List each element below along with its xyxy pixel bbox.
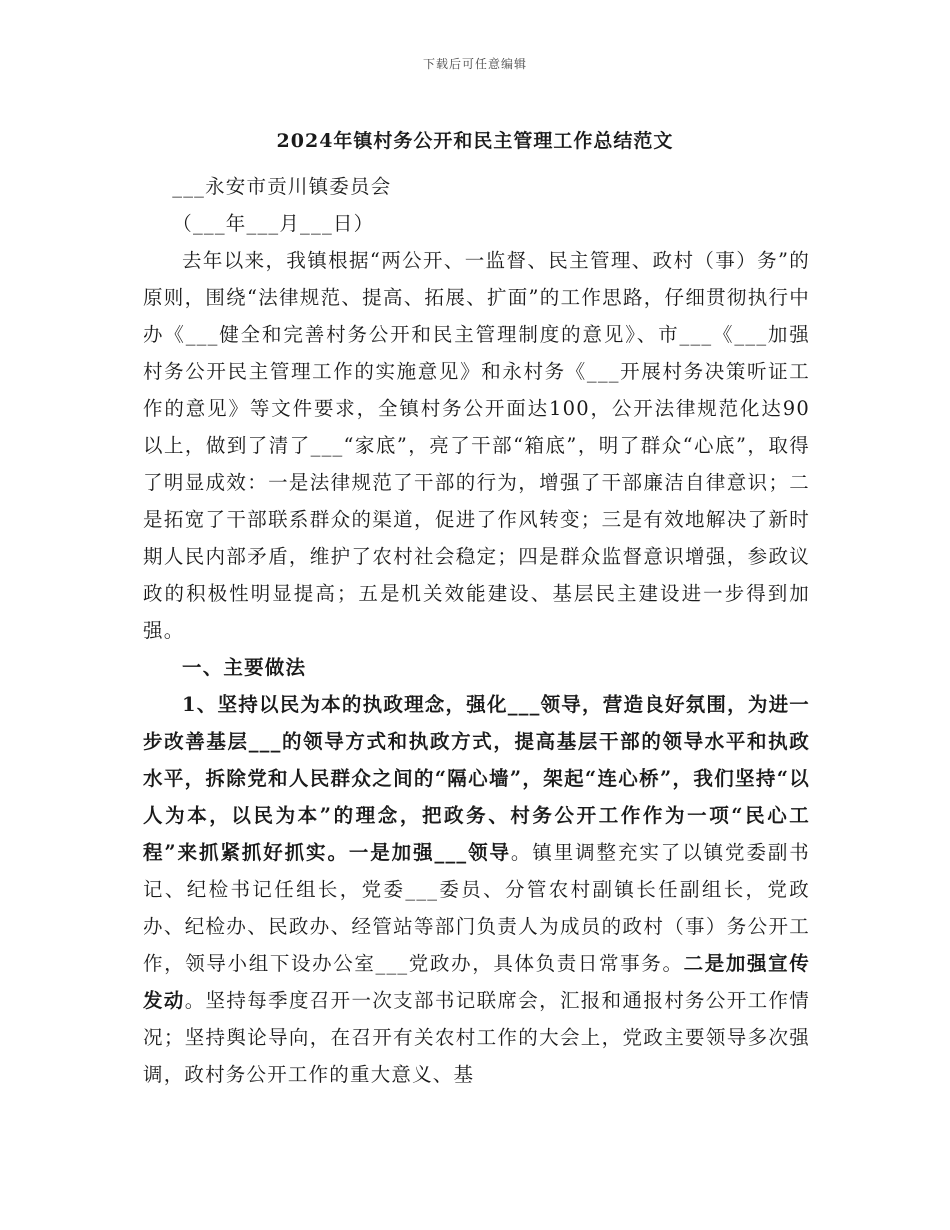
section-heading: 一、主要做法 [182, 656, 307, 679]
intro-paragraph: 去年以来，我镇根据“两公开、一监督、民主管理、政村（事）务”的原则，围绕“法律规范、提高、拓展、扩面”的工作思路，仔细贯彻执行中办《___健全和完善村务公开和民主管理制度的意见》、市___《___加强村务公开民主管理工作的实施意见》和永村务《___开展村务决策听证工作的意见》等文件要求，全镇村务公开面达100，公开法律规范化达90以上，做到了清了___“家底”，亮了干部“箱底”，明了群众“心底”，取得了明显成效：一是法律规范了干部的行为，增强了干部廉洁自律意识；二是拓宽了干部联系群众的渠道，促进了作风转变；三是有效地解决了新时期人民内部矛盾，维护了农村社会稳定；四是群众监督意识增强，参政议政的积极性明显提高；五是机关效能建设、基层民主建设进一步得到加强。 [143, 249, 810, 642]
point-1-sub1-text: 。镇里调整充实了以镇党委副书记、纪检书记任组长，党委___委员、分管农村副镇长任副组长，党政办、纪检办、民政办、经管站等部门负责人为成员的政村（事）务公开工作，领导小组下设办公室___党政办，具体负责日常事务。 [143, 841, 810, 975]
document-body [143, 168, 810, 1093]
date-line: （___年___月___日） [172, 212, 375, 235]
point-1-sub2-text: 。坚持每季度召开一次支部书记联席会，汇报和通报村务公开工作情况；坚持舆论导向，在召开有关农村工作的大会上，党政主要领导多次强调，政村务公开工作的重大意义、基 [143, 989, 810, 1086]
point-1-sub2-lead: 二是加强宣传发动 [143, 952, 810, 1012]
point-1-sub1-lead: 一是加强___领导 [348, 841, 511, 864]
point-1-paragraph [143, 686, 810, 1093]
header-note: 下载后可任意编辑 [422, 57, 527, 71]
document-title: 2024年镇村务公开和民主管理工作总结范文 [276, 130, 674, 152]
author-line: ___永安市贡川镇委员会 [172, 175, 392, 198]
point-1-lead: 1、坚持以民为本的执政理念，强化___领导，营造良好氛围，为进一步改善基层___的领导方式和执政方式，提高基层干部的领导水平和执政水平，拆除党和人民群众之间的“隔心墙”，架起“连心桥”，我们坚持“以人为本，以民为本”的理念，把政务、村务公开工作作为一项“民心工程”来抓紧抓好抓实。 [143, 693, 810, 864]
